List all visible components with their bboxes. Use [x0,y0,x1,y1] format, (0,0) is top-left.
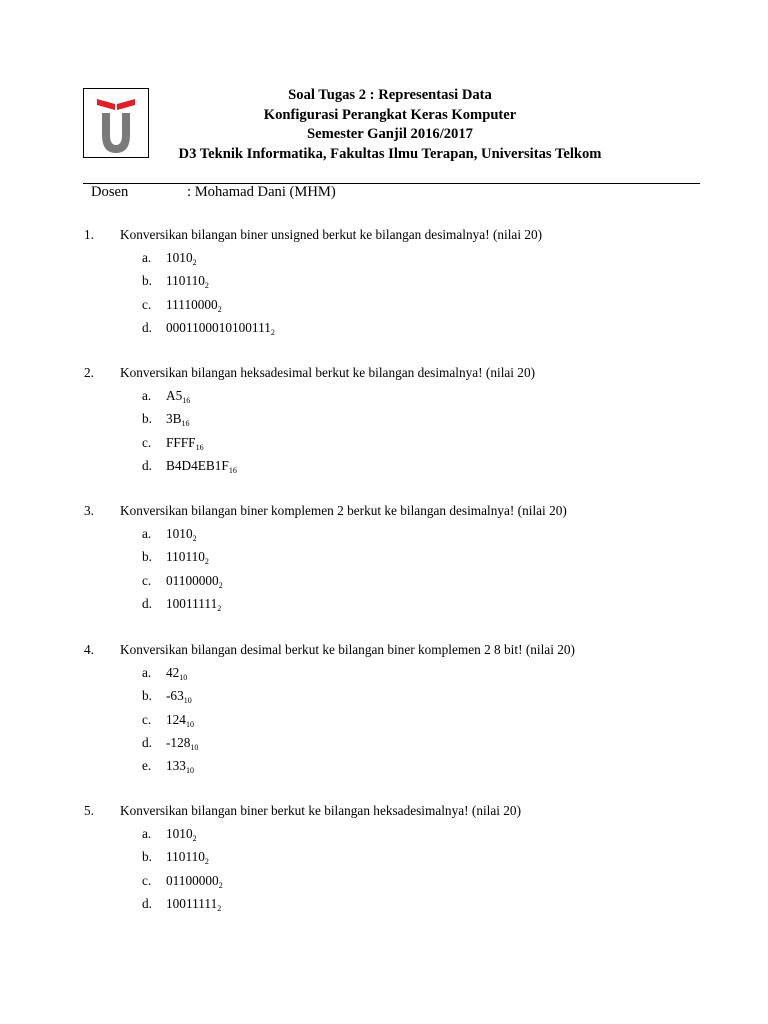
option-number: 1010 [166,826,193,841]
option-letter: c. [142,872,152,888]
option-letter: a. [142,526,152,541]
header-institution: D3 Teknik Informatika, Fakultas Ilmu Terapan, Universitas Telkom [178,145,602,162]
option-base-subscript: 2 [204,557,209,567]
telkom-university-logo-icon [84,89,148,157]
question-text: Konversikan bilangan desimal berkut ke bilangan biner komplemen 2 8 bit! (nilai 20) [120,642,575,657]
option-base-subscript: 10 [179,673,188,682]
option-letter: d. [142,319,152,335]
option-base-subscript: 16 [195,442,204,452]
option-number: 42 [166,665,180,680]
option-value [166,457,237,474]
question-text: Konversikan bilangan biner komplemen 2 berkut ke bilangan desimalnya! (nilai 20) [120,503,567,518]
option-letter: a. [142,826,152,841]
option-value [166,387,190,404]
option-value [166,825,197,842]
option-number: 110110 [166,849,205,865]
option-letter: d. [142,895,152,911]
option-base-subscript: 2 [192,534,197,543]
option-value [166,595,221,612]
option-value [166,664,187,681]
option-number: 01100000 [166,872,219,888]
option-base-subscript: 10 [183,696,192,706]
option-value [166,434,204,451]
option-number: FFFF [166,434,196,450]
option-number: B4D4EB1F [166,457,229,473]
option-letter: b. [142,849,152,865]
option-letter: a. [142,250,152,265]
option-number: 0001100010100111 [166,319,271,335]
option-number: 124 [166,711,186,727]
option-number: 11110000 [166,296,218,312]
option-letter: b. [142,411,152,427]
option-base-subscript: 16 [181,419,190,429]
option-base-subscript: 2 [204,857,209,867]
option-base-subscript: 2 [218,580,223,590]
option-number: 1010 [166,526,193,541]
option-base-subscript: 16 [182,396,191,405]
university-logo [83,88,149,158]
option-value [166,687,192,704]
option-letter: b. [142,549,152,565]
option-letter: a. [142,665,152,680]
option-value [166,872,223,889]
option-value [166,525,197,542]
option-letter: e. [142,758,152,774]
option-number: A5 [166,388,183,403]
option-letter: c. [142,296,152,312]
option-value [166,319,275,336]
option-letter: c. [142,434,152,450]
option-letter: d. [142,457,152,473]
option-number: -128 [166,734,191,750]
option-base-subscript: 2 [217,903,222,913]
option-base-subscript: 2 [204,281,209,291]
question-text: Konversikan bilangan biner berkut ke bilangan heksadesimalnya! (nilai 20) [120,803,521,818]
option-number: 1010 [166,250,193,265]
option-value [166,272,209,289]
option-letter: d. [142,595,152,611]
lecturer-name: : Mohamad Dani (MHM) [187,184,336,200]
option-letter: b. [142,273,152,289]
option-value [166,757,194,774]
option-number: -63 [166,688,184,704]
option-letter: c. [142,572,152,588]
lecturer-label: Dosen [91,184,129,200]
option-base-subscript: 10 [185,766,194,776]
option-value [166,895,221,912]
question-text: Konversikan bilangan biner unsigned berkut ke bilangan desimalnya! (nilai 20) [120,227,543,242]
option-base-subscript: 2 [270,327,275,337]
question-number: 4. [84,642,94,657]
option-letter: a. [142,388,152,403]
header-semester: Semester Ganjil 2016/2017 [307,126,473,142]
question-text: Konversikan bilangan heksadesimal berkut ke bilangan desimalnya! (nilai 20) [120,365,536,380]
document-header [150,86,630,164]
question-number: 1. [84,227,94,242]
option-number: 110110 [166,273,205,289]
option-value [166,711,194,728]
option-value [166,848,209,865]
option-value [166,249,197,266]
option-base-subscript: 2 [192,258,197,267]
question-number: 2. [84,365,94,380]
option-letter: b. [142,688,152,704]
option-value [166,548,209,565]
option-number: 3B [166,411,182,427]
option-base-subscript: 2 [217,603,222,613]
option-base-subscript: 10 [190,742,199,752]
header-title: Soal Tugas 2 : Representasi Data [288,87,492,103]
option-letter: c. [142,711,152,727]
option-base-subscript: 10 [185,719,194,729]
lecturer-line [91,183,336,202]
option-number: 110110 [166,549,205,565]
option-number: 10011111 [166,595,218,611]
option-number: 10011111 [166,895,218,911]
option-value [166,572,223,589]
option-base-subscript: 2 [218,880,223,890]
header-course: Konfigurasi Perangkat Keras Komputer [263,106,517,123]
option-base-subscript: 16 [228,465,237,475]
option-number: 01100000 [166,572,219,588]
option-letter: d. [142,734,152,750]
option-base-subscript: 2 [192,834,197,843]
option-value [166,734,198,751]
option-value [166,296,222,313]
question-number: 3. [84,503,94,518]
option-value [166,410,190,427]
question-number: 5. [84,803,94,818]
option-base-subscript: 2 [217,304,222,314]
option-number: 133 [166,758,186,774]
